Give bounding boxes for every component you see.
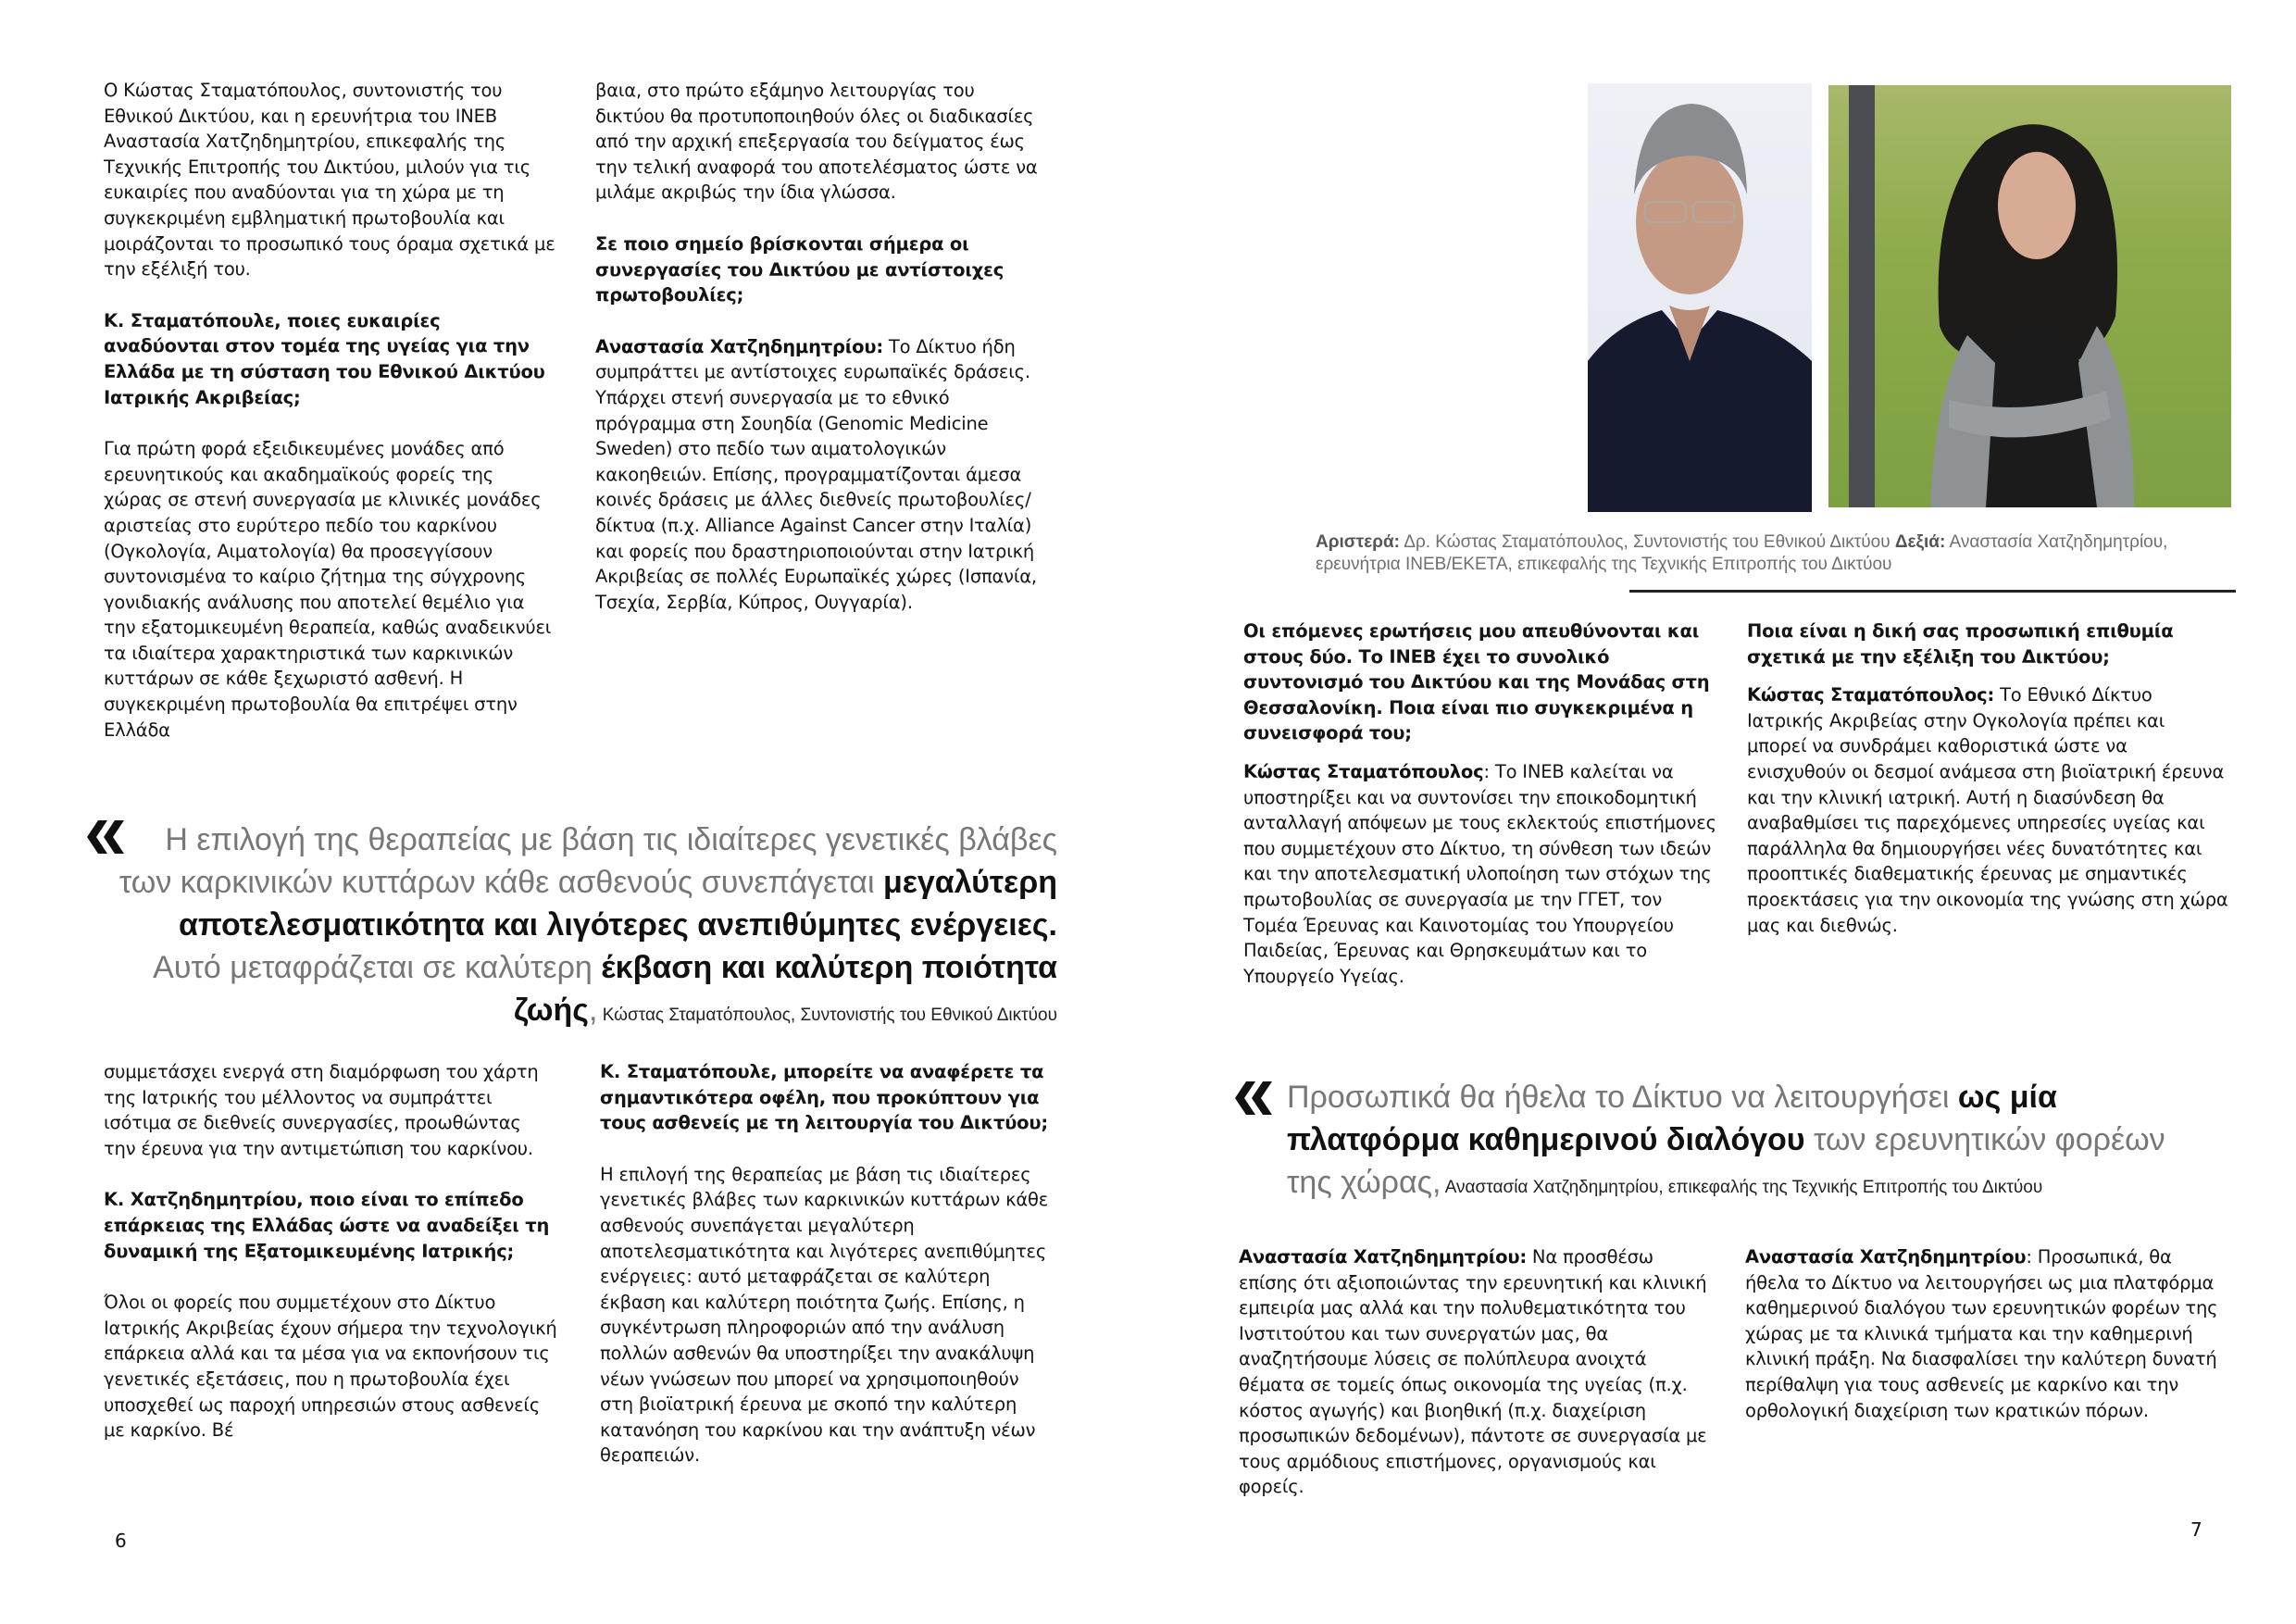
page-number-right: 7 <box>2190 1518 2202 1541</box>
question-heading: Σε ποιο σημείο βρίσκονται σήμερα οι συνεργασίες του Δικτύου με αντίστοιχες πρωτοβουλίες; <box>595 232 1004 306</box>
answer-paragraph: Όλοι οι φορείς που συμμετέχουν στο Δίκτυο Ιατρικής Ακριβείας έχουν σήμερα την τεχνολογική επάρκεια αλλά και τα μέσα για να εκπονήσουν τις γενετικές εξετάσεις, που η πρωτοβουλία έχει υποσχεθεί ως παροχή υπηρεσιών στους ασθενείς με καρκίνο. Βέ <box>104 1292 557 1442</box>
man-portrait-icon <box>1588 83 1812 512</box>
answer-paragraph: Κώστας Σταματόπουλος: Το ΙΝΕΒ καλείται να υποστηρίξει και να συντονίσει την εποικοδομητική ανταλλαγή απόψεων με τους εκλεκτούς επιστήμονες που συμμετέχουν στο Δίκτυο, τη σύνθεση των ιδεών και την αποτελεσματική υλοποίηση των στόχων της πρωτοβουλίας σε συνεργασία με την ΓΓΕΤ, τον Τομέα Έρευνας και Καινοτομίας του Υπουργείου Παιδείας, Έρευνας και Θρησκευμάτων και το Υπουργείο Υγείας. <box>1243 760 1716 987</box>
left-col-2 <box>595 78 1049 630</box>
photo-caption: Αριστερά: Δρ. Κώστας Σταματόπουλος, Συντονιστής του Εθνικού Δικτύου Δεξιά: Αναστασία Χατζηδημητρίου, ερευνήτρια ΙΝΕΒ/ΕΚΕΤΑ, επικεφαλής της Τεχνικής Επιτροπής του Δικτύου <box>1316 532 2168 574</box>
question-heading: Κ. Σταματόπουλε, μπορείτε να αναφέρετε τα σημαντικότερα οφέλη, που προκύπτουν για τους ασθενείς με τη λειτουργία του Δικτύου; <box>600 1061 1048 1134</box>
continuation-paragraph: συμμετάσχει ενεργά στη διαμόρφωση του χάρτη της Ιατρικής του μέλλοντος να συμπράττει ισότιμα σε διεθνείς συνεργασίες, προωθώντας την έρευνα για την αντιμετώπιση του καρκίνου. <box>104 1061 539 1159</box>
question-heading: Ποια είναι η δική σας προσωπική επιθυμία σχετικά με την εξέλιξη του Δικτύου; <box>1747 620 2174 668</box>
continuation-paragraph: βαια, στο πρώτο εξάμηνο λειτουργίας του δικτύου θα προτυποποιηθούν όλες οι διαδικασίες από την αρχική επεξεργασία του δείγματος έως την τελική αναφορά του αποτελέσματος ώστε να μιλάμε ακριβώς την ίδια γλώσσα. <box>595 80 1038 204</box>
right-col-2 <box>1747 618 2228 953</box>
answer-paragraph: Η επιλογή της θεραπείας με βάση τις ιδιαίτερες γενετικές βλάβες των καρκινικών κυττάρων κάθε ασθενούς συνεπάγεται μεγαλύτερη αποτελεσματικότητα και λιγότερες ανεπιθύμητες ενέργειες: αυτό μεταφράζεται σε καλύτερη έκβαση και καλύτερη ποιότητα ζωής. Επίσης, η συγκέντρωση πληροφοριών από την ανάλυση πολλών ασθενών θα υποστηρίξει την ανακάλυψη νέων γνώσεων που μπορεί να χρησιμοποιηθούν στη βιοϊατρική έρευνα με σκοπό την καλύτερη κατανόηση του καρκίνου και την ανάπτυξη νέων θεραπειών. <box>600 1163 1049 1467</box>
right-col-4 <box>1745 1244 2227 1438</box>
quote-attribution: Κώστας Σταματόπουλος, Συντονιστής του Εθνικού Δικτύου <box>597 1006 1057 1025</box>
intro-paragraph: Ο Κώστας Σταματόπουλος, συντονιστής του Εθνικού Δικτύου, και η ερευνήτρια του ΙΝΕΒ Αναστασία Χατζηδημητρίου, επικεφαλής της Τεχνικής Επιτροπής του Δικτύου, μιλούν για τις ευκαιρίες που αναδύονται για τη χώρα με τη συγκεκριμένη εμβληματική πρωτοβουλία και μοιράζονται το προσωπικό τους όραμα σχετικά με την εξέλιξή του. <box>104 80 555 281</box>
answer-paragraph: Αναστασία Χατζηδημητρίου: Να προσθέσω επίσης ότι αξιοποιώντας την ερευνητική και κλινική εμπειρία μας αλλά και την πολυθεματικότητα του Ινστιτούτου και των συνεργατών μας, θα αναζητήσουμε λύσεις σε πολύπλευρα ανοιχτά θέματα σε τομείς όπως οικονομία της υγείας (π.χ. κόστος αγωγής) και βιοηθική (π.χ. διαχείριση προσωπικών δεδομένων), πάντοτε σε συνεργασία με τους αρμόδιους επιστήμονες, οργανισμούς και φορείς. <box>1239 1246 1707 1498</box>
left-col-3 <box>104 1059 557 1458</box>
woman-portrait-icon <box>1828 85 2231 507</box>
right-col-3 <box>1239 1244 1716 1515</box>
answer-paragraph: Αναστασία Χατζηδημητρίου: Προσωπικά, θα ήθελα το Δίκτυο να λειτουργήσει ως μια πλατφόρμα καθημερινού διαλόγου των ερευνητικών φορέων της χώρας με τα κλινικά τμήματα και την καθημερινή κλινική πράξη. Να διασφαλίσει την καλύτερη δυνατή περίθαλψη για τους ασθενείς με καρκίνο και την ορθολογική διαχείριση των κρατικών πόρων. <box>1745 1246 2218 1421</box>
question-heading: Κ. Σταματόπουλε, ποιες ευκαιρίες αναδύονται στον τομέα της υγείας για την Ελλάδα με τη σύσταση του Εθνικού Δικτύου Ιατρικής Ακριβείας; <box>104 309 545 408</box>
pull-quote: Η επιλογή της θεραπείας με βάση τις ιδιαίτερες γενετικές βλάβες των καρκινικών κυττάρων κάθε ασθενούς συνεπάγεται μεγαλύτερη αποτελεσματικότητα και λιγότερες ανεπιθύμητες ενέργειες. Αυτό μεταφράζεται σε καλύτερη έκβαση και καλύτερη ποιότητα ζωής, Κώστας Σταματόπουλος, Συντονιστής του Εθνικού Δικτύου <box>119 822 1057 1028</box>
speaker-name: Αναστασία Χατζηδημητρίου: <box>1239 1246 1527 1268</box>
pull-quote: Προσωπικά θα ήθελα το Δίκτυο να λειτουργήσει ως μία πλατφόρμα καθημερινού διαλόγου των ερευνητικών φορέων της χώρας, Αναστασία Χατζηδημητρίου, επικεφαλής της Τεχνικής Επιτροπής του Δικτύου <box>1287 1080 2165 1200</box>
caption-divider <box>1629 590 2236 593</box>
quote-attribution: Αναστασία Χατζηδημητρίου, επικεφαλής της Τεχνικής Επιτροπής του Δικτύου <box>1441 1178 2043 1197</box>
question-heading: Κ. Χατζηδημητρίου, ποιο είναι το επίπεδο επάρκειας της Ελλάδας ώστε να αναδείξει τη δυναμική της Εξατομικευμένης Ιατρικής; <box>104 1189 550 1262</box>
portrait-photo-stamatopoulos <box>1588 83 1812 512</box>
speaker-name: Αναστασία Χατζηδημητρίου <box>1745 1246 2027 1268</box>
question-heading: Οι επόμενες ερωτήσεις μου απευθύνονται και στους δύο. Το ΙΝΕΒ έχει το συνολικό συντονισμό του Δικτύου και της Μονάδας στη Θεσσαλονίκη. Ποια είναι πιο συγκεκριμένα η συνεισφορά του; <box>1243 620 1710 744</box>
speaker-name: Αναστασία Χατζηδημητρίου: <box>595 335 883 357</box>
portrait-photo-chatzidimitriou <box>1828 85 2231 507</box>
answer-paragraph: Για πρώτη φορά εξειδικευμένες μονάδες από ερευνητικούς και ακαδημαϊκούς φορείς της χώρας σε στενή συνεργασία με κλινικές μονάδες αριστείας στο ευρύτερο πεδίο του καρκίνου (Ογκολογία, Αιματολογία) θα προσεγγίσουν συντονισμένα το καίριο ζήτημα της σύγχρονης γονιδιακής ανάλυσης που αποτελεί θεμέλιο για την εξατομικευμένη θεραπεία, καθώς αναδεικνύει τα ιδιαίτερα χαρακτηριστικά των καρκινικών κυττάρων σε κάθε ξεχωριστό ασθενή. Η συγκεκριμένη πρωτοβουλία θα επιτρέψει στην Ελλάδα <box>104 438 552 741</box>
answer-paragraph: Αναστασία Χατζηδημητρίου: Το Δίκτυο ήδη συμπράττει με αντίστοιχες ευρωπαϊκές δράσεις. Υπάρχει στενή συνεργασία με το εθνικό πρόγραμμα στη Σουηδία (Genomic Medicine Sweden) στο πεδίο των αιματολογικών κακοηθειών. Επίσης, προγραμματίζονται άμεσα κοινές δράσεις με άλλες διεθνείς πρωτοβουλίες/δίκτυα (π.χ. Alliance Against Cancer στην Ιταλία) και φορείς που δραστηριοποιούνται στην Ιατρική Ακριβείας σε πολλές Ευρωπαϊκές χώρες (Ισπανία, Τσεχία, Σερβία, Κύπρος, Ουγγαρία). <box>595 335 1037 613</box>
speaker-name: Κώστας Σταματόπουλος: <box>1747 684 1995 706</box>
left-col-1 <box>104 78 557 757</box>
answer-paragraph: Κώστας Σταματόπουλος: Το Εθνικό Δίκτυο Ιατρικής Ακριβείας στην Ογκολογία πρέπει και μπορεί να συνδράμει καθοριστικά ώστε να ενισχυθούν οι δεσμοί ανάμεσα στη βιοϊατρική έρευνα και την κλινική ιατρική. Αυτή η διασύνδεση θα αναβαθμίσει τις παρεχόμενες υπηρεσίες υγείας και παράλληλα θα δημιουργήσει νέες δυνατότητες και προοπτικές διαθεματικής έρευνας με σημαντικές προεκτάσεις για την οικονομία της γνώσης στη χώρα μας και διεθνώς. <box>1747 684 2228 936</box>
left-col-4 <box>600 1059 1054 1483</box>
right-col-1 <box>1243 618 1720 1004</box>
quote-mark-icon <box>1233 1080 1279 1117</box>
speaker-name: Κώστας Σταματόπουλος <box>1243 760 1484 782</box>
page-number-left: 6 <box>115 1530 127 1552</box>
